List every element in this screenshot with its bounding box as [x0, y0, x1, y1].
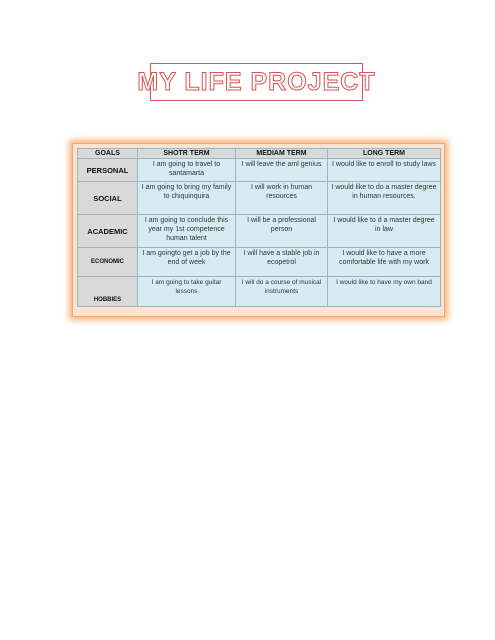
goal-economic: ECONOMIC	[78, 248, 138, 277]
long-term-cell: I would like to d a master degree in law	[328, 215, 441, 248]
short-term-cell: I am goingto get a job by the end of week	[138, 248, 236, 277]
medium-term-cell: I will be a professional person	[236, 215, 328, 248]
page-title: MY LIFE PROJECT	[137, 67, 376, 96]
header-goals: GOALS	[78, 149, 138, 159]
table-header-row	[78, 149, 441, 159]
long-term-cell: I would like to have my own band	[328, 277, 441, 307]
medium-term-cell: I will work in human resources	[236, 182, 328, 215]
table-row	[78, 277, 441, 307]
goal-academic: ACADEMIC	[78, 215, 138, 248]
header-medium-term: MEDIAM TERM	[236, 149, 328, 159]
goal-personal: PERSONAL	[78, 159, 138, 182]
short-term-cell: I am going to take guitar lessons	[138, 277, 236, 307]
table-row	[78, 159, 441, 182]
table-row	[78, 248, 441, 277]
long-term-cell: I would like to do a master degree in human resources.	[328, 182, 441, 215]
goal-hobbies: HOBBIES	[78, 277, 138, 307]
short-term-cell: I am going to travel to santamarta	[138, 159, 236, 182]
long-term-cell: I would like to enroll to study laws	[328, 159, 441, 182]
goal-social: SOCIAL	[78, 182, 138, 215]
title-box	[137, 63, 376, 101]
life-project-table	[77, 148, 441, 307]
medium-term-cell: I will have a stable job in ecopetrol	[236, 248, 328, 277]
long-term-cell: I would like to have a more comfortable life with my work	[328, 248, 441, 277]
life-project-table-frame	[72, 143, 445, 317]
medium-term-cell: I will leave the aml genius	[236, 159, 328, 182]
short-term-cell: I am going to bring my family to chiquinquira	[138, 182, 236, 215]
medium-term-cell: I will do a course of musical instruments	[236, 277, 328, 307]
short-term-cell: I am going to conclude this year my 1st competence human talent	[138, 215, 236, 248]
table-row	[78, 182, 441, 215]
header-short-term: SHOTR TERM	[138, 149, 236, 159]
header-long-term: LONG TERM	[328, 149, 441, 159]
table-row	[78, 215, 441, 248]
